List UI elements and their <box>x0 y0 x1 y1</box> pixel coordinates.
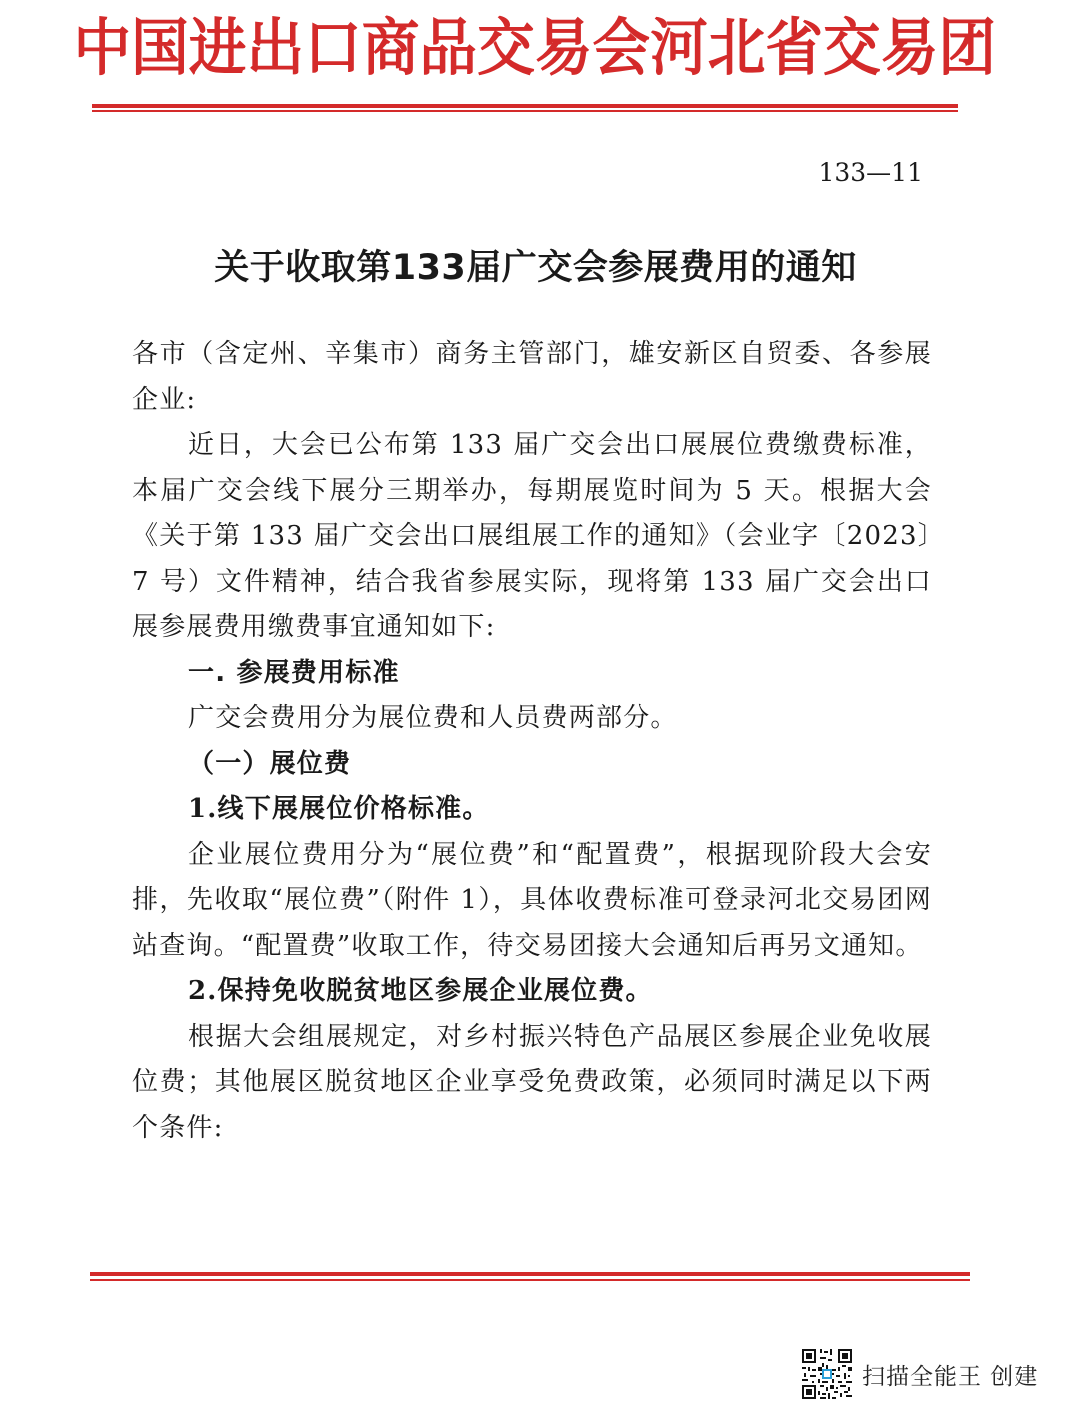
document-title: 关于收取第133届广交会参展费用的通知 <box>214 248 857 288</box>
header-divider-thick <box>92 104 958 108</box>
intro-paragraph: 近日，大会已公布第 133 届广交会出口展展位费缴费标准，本届广交会线下展分三期举办，每期展览时间为 5 天。根据大会《关于第 133 届广交会出口展组展工作的通知》（会业字〔2023〕7 号）文件精神，结合我省参展实际，现将第 133 届广交会出口展参展费用缴费事宜通知如下: <box>132 430 932 642</box>
exemption-paragraph: 根据大会组展规定，对乡村振兴特色产品展区参展企业免收展位费；其他展区脱贫地区企业享受免费政策，必须同时满足以下两个条件: <box>132 1021 932 1143</box>
scanner-app-label: 扫描全能王 创建 <box>862 1363 1039 1390</box>
qr-code-icon <box>802 1349 852 1399</box>
letterhead-org-name: 中国进出口商品交易会河北省交易团 <box>73 11 997 84</box>
fee-overview-paragraph: 广交会费用分为展位费和人员费两部分。 <box>188 703 678 733</box>
booth-fee-paragraph: 企业展位费用分为“展位费”和“配置费”，根据现阶段大会安排，先收取“展位费”（附件 1），具体收费标准可登录河北交易团网站查询。“配置费”收取工作，待交易团接大会通知后再另文通知。 <box>132 839 932 961</box>
salutation: 各市（含定州、辛集市）商务主管部门，雄安新区自贸委、各参展企业: <box>132 339 932 415</box>
header-divider-thin <box>92 110 958 112</box>
footer-divider-thick <box>90 1272 970 1276</box>
footer-divider-thin <box>90 1279 970 1281</box>
subsection-heading-booth-fee: （一）展位费 <box>188 748 352 779</box>
scanner-watermark <box>802 1348 1038 1400</box>
item-heading-poverty-area-exemption: 2.保持免收脱贫地区参展企业展位费。 <box>188 976 653 1006</box>
document-number: 133—11 <box>818 158 923 187</box>
item-heading-offline-booth-price: 1.线下展展位价格标准。 <box>188 794 490 824</box>
section-heading-fee-standard: 一. 参展费用标准 <box>188 657 400 688</box>
document-body <box>132 332 932 1151</box>
